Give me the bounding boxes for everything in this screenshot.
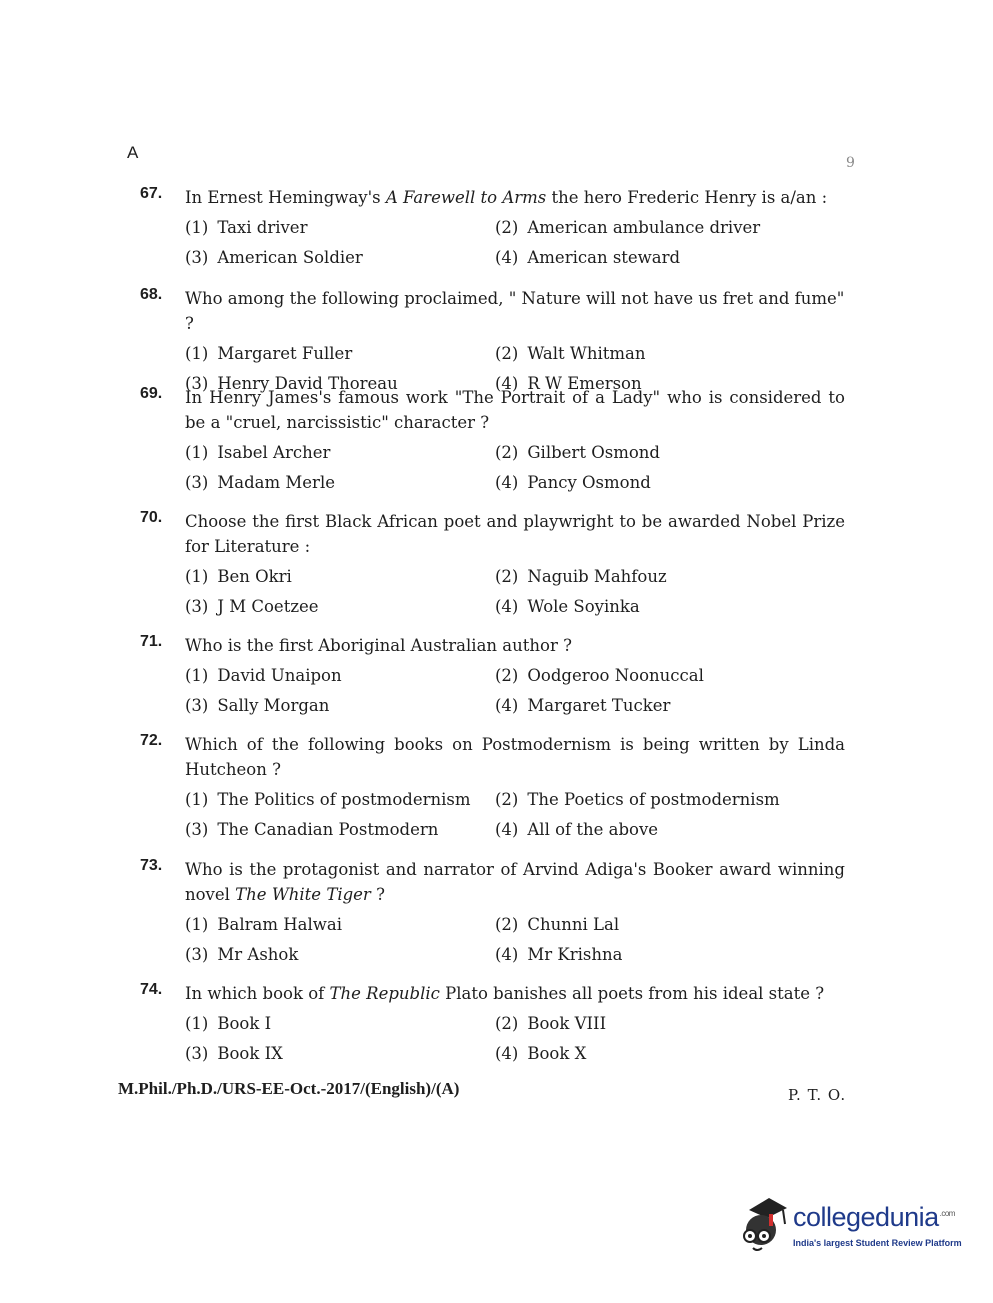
option-text: Taxi driver	[217, 218, 308, 237]
option-text: Isabel Archer	[217, 443, 331, 462]
option-number: (3)	[185, 473, 209, 492]
option-number: (2)	[495, 443, 519, 462]
stem-text: In Ernest Hemingway's	[185, 188, 386, 207]
option-number: (2)	[495, 344, 519, 363]
options-grid	[185, 564, 845, 619]
option-text: Balram Halwai	[217, 915, 342, 934]
option-text: Ben Okri	[217, 567, 292, 586]
question-stem	[185, 857, 845, 907]
question-number: 71.	[140, 633, 163, 650]
question-number: 67.	[140, 185, 163, 202]
stem-italic-title: The White Tiger	[235, 885, 371, 904]
option-1	[185, 787, 495, 812]
option-text: Gilbert Osmond	[527, 443, 660, 462]
option-number: (1)	[185, 443, 209, 462]
question-number: 73.	[140, 857, 163, 874]
question-number: 72.	[140, 732, 163, 749]
option-text: Book VIII	[527, 1014, 607, 1033]
question-stem	[185, 185, 845, 210]
question-71	[140, 633, 845, 718]
stem-text: Choose the first Black African poet and playwright to be awarded Nobel Prize for Literature :	[185, 512, 845, 556]
option-text: David Unaipon	[217, 666, 342, 685]
options-grid	[185, 663, 845, 718]
option-number: (1)	[185, 666, 209, 685]
option-number: (4)	[495, 248, 519, 267]
option-number: (3)	[185, 597, 209, 616]
question-68	[140, 286, 845, 396]
question-number: 70.	[140, 509, 163, 526]
option-number: (3)	[185, 1044, 209, 1063]
option-text: Walt Whitman	[527, 344, 646, 363]
option-text: Pancy Osmond	[527, 473, 651, 492]
question-number: 69.	[140, 385, 163, 402]
option-2	[495, 341, 855, 366]
option-number: (2)	[495, 915, 519, 934]
option-number: (4)	[495, 473, 519, 492]
option-number: (3)	[185, 945, 209, 964]
option-1	[185, 215, 495, 240]
option-text: Mr Krishna	[527, 945, 623, 964]
option-text: All of the above	[527, 820, 659, 839]
option-text: Book I	[217, 1014, 272, 1033]
option-text: Naguib Mahfouz	[527, 567, 667, 586]
option-number: (2)	[495, 218, 519, 237]
option-text: J M Coetzee	[217, 597, 319, 616]
option-3	[185, 817, 495, 842]
option-number: (2)	[495, 1014, 519, 1033]
option-4	[495, 245, 855, 270]
stem-text: Who among the following proclaimed, " Nature will not have us fret and fume" ?	[185, 289, 845, 333]
option-3	[185, 594, 495, 619]
collegedunia-watermark	[735, 1196, 960, 1256]
option-number: (2)	[495, 567, 519, 586]
option-text: R W Emerson	[527, 374, 642, 393]
question-stem	[185, 509, 845, 559]
option-text: Sally Morgan	[217, 696, 330, 715]
option-number: (1)	[185, 790, 209, 809]
question-72	[140, 732, 845, 842]
option-2	[495, 787, 855, 812]
option-number: (3)	[185, 820, 209, 839]
question-stem	[185, 633, 845, 658]
options-grid	[185, 440, 845, 495]
brand-domain-suffix: .com	[939, 1209, 955, 1218]
options-grid	[185, 912, 845, 967]
stem-italic-title: A Farewell to Arms	[385, 188, 547, 207]
option-3	[185, 245, 495, 270]
stem-italic-title: The Republic	[329, 984, 440, 1003]
option-3	[185, 470, 495, 495]
option-number: (3)	[185, 248, 209, 267]
option-number: (4)	[495, 820, 519, 839]
option-4	[495, 594, 855, 619]
option-text: The Poetics of postmodernism	[527, 790, 780, 809]
option-text: The Canadian Postmodern	[217, 820, 439, 839]
question-74	[140, 981, 845, 1066]
option-text: Mr Ashok	[217, 945, 299, 964]
question-stem	[185, 385, 845, 435]
option-text: American ambulance driver	[527, 218, 761, 237]
stem-text: In Henry James's famous work "The Portrait of a Lady" who is considered to be a "cruel, narcissistic" character ?	[185, 388, 845, 432]
option-4	[495, 942, 855, 967]
option-4	[495, 470, 855, 495]
option-number: (1)	[185, 1014, 209, 1033]
option-1	[185, 564, 495, 589]
option-text: Margaret Fuller	[217, 344, 353, 363]
question-70	[140, 509, 845, 619]
option-text: Madam Merle	[217, 473, 335, 492]
option-text: Oodgeroo Noonuccal	[527, 666, 704, 685]
options-grid	[185, 1011, 845, 1066]
option-1	[185, 912, 495, 937]
question-number: 68.	[140, 286, 163, 303]
option-number: (4)	[495, 1044, 519, 1063]
option-number: (2)	[495, 666, 519, 685]
option-text: Book X	[527, 1044, 587, 1063]
stem-text: Who is the first Aboriginal Australian author ?	[185, 636, 572, 655]
stem-text: Which of the following books on Postmodernism is being written by Linda Hutcheon ?	[185, 735, 845, 779]
option-4	[495, 693, 855, 718]
question-67	[140, 185, 845, 270]
option-2	[495, 663, 855, 688]
option-text: The Politics of postmodernism	[217, 790, 471, 809]
option-text: American steward	[527, 248, 681, 267]
option-text: Margaret Tucker	[527, 696, 671, 715]
option-1	[185, 341, 495, 366]
option-2	[495, 215, 855, 240]
option-2	[495, 912, 855, 937]
option-number: (1)	[185, 218, 209, 237]
option-3	[185, 942, 495, 967]
stem-text: In which book of	[185, 984, 330, 1003]
option-number: (4)	[495, 945, 519, 964]
option-2	[495, 1011, 855, 1036]
page-number: 9	[846, 155, 855, 171]
option-number: (2)	[495, 790, 519, 809]
brand-tagline: India's largest Student Review Platform	[793, 1238, 962, 1248]
option-1	[185, 663, 495, 688]
exam-code: M.Phil./Ph.D./URS-EE-Oct.-2017/(English)/(A)	[118, 1079, 460, 1098]
option-3	[185, 1041, 495, 1066]
stem-text: the hero Frederic Henry is a/an :	[546, 188, 828, 207]
option-text: Chunni Lal	[527, 915, 620, 934]
question-stem	[185, 981, 845, 1006]
option-text: Henry David Thoreau	[217, 374, 398, 393]
option-text: Book IX	[217, 1044, 283, 1063]
stem-text: Who is the protagonist and narrator of Arvind Adiga's Booker award winning novel	[185, 860, 845, 904]
option-2	[495, 564, 855, 589]
pto-label: P. T. O.	[788, 1086, 847, 1104]
option-number: (1)	[185, 344, 209, 363]
option-number: (4)	[495, 696, 519, 715]
option-number: (1)	[185, 915, 209, 934]
option-number: (4)	[495, 597, 519, 616]
question-69	[140, 385, 845, 495]
question-stem	[185, 732, 845, 782]
option-1	[185, 440, 495, 465]
stem-text: ?	[370, 885, 385, 904]
stem-text: Plato banishes all poets from his ideal state ?	[439, 984, 825, 1003]
option-2	[495, 440, 855, 465]
option-3	[185, 693, 495, 718]
option-number: (4)	[495, 374, 519, 393]
option-4	[495, 1041, 855, 1066]
option-number: (3)	[185, 374, 209, 393]
options-grid	[185, 215, 845, 270]
question-number: 74.	[140, 981, 163, 998]
collegedunia-logo-icon	[735, 1196, 793, 1256]
option-text: American Soldier	[217, 248, 363, 267]
option-number: (1)	[185, 567, 209, 586]
option-1	[185, 1011, 495, 1036]
option-text: Wole Soyinka	[527, 597, 640, 616]
brand-name: collegedunia$^{.com}$	[793, 1202, 955, 1232]
series-mark: A	[127, 143, 139, 162]
option-number: (3)	[185, 696, 209, 715]
options-grid	[185, 787, 845, 842]
option-4	[495, 817, 855, 842]
question-73	[140, 857, 845, 967]
question-stem	[185, 286, 845, 336]
